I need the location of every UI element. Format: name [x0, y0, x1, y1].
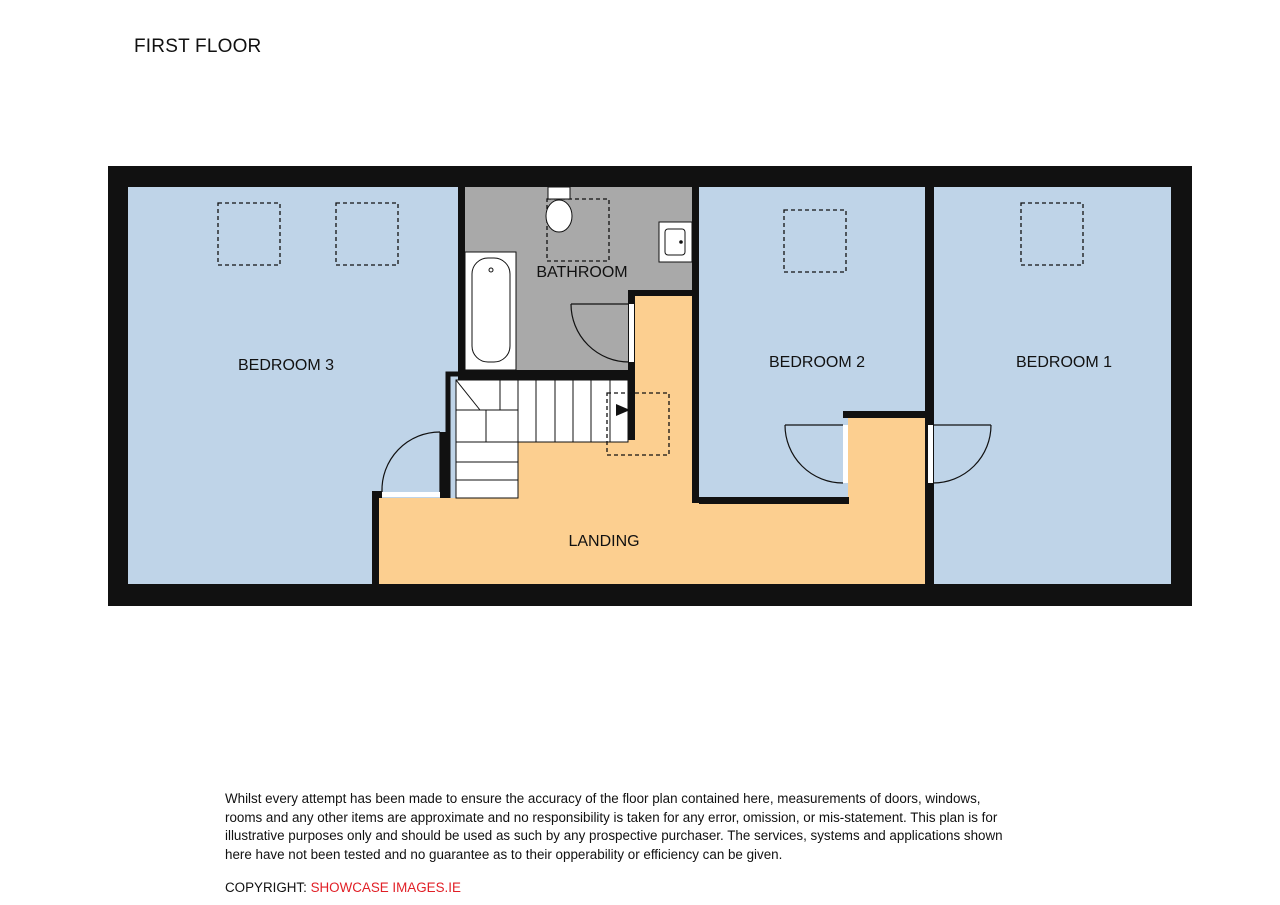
- copyright: [225, 880, 461, 895]
- door-opening: [843, 425, 848, 483]
- disclaimer-line: illustrative purposes only and should be used as such by any prospective purchaser. The services, systems and applications shown: [225, 828, 1003, 843]
- disclaimer-line: Whilst every attempt has been made to ensure the accuracy of the floor plan contained here, measurements of doors, windows,: [225, 791, 981, 806]
- disclaimer-line: here have not been tested and no guarantee as to their opperability or efficiency can be given.: [225, 846, 783, 862]
- door-opening: [382, 492, 440, 497]
- bathroom-label: BATHROOM: [536, 264, 628, 281]
- wall: [843, 411, 933, 418]
- wall: [628, 290, 692, 296]
- door-opening: [629, 304, 634, 362]
- disclaimer-line: rooms and any other items are approximate and no responsibility is taken for any error, omission, or mis-statement. This plan is for: [225, 809, 998, 825]
- wall: [440, 432, 448, 498]
- bedroom-1: [934, 187, 1171, 584]
- sink-icon: [659, 222, 692, 262]
- wall: [458, 187, 465, 374]
- bathtub-icon: [465, 252, 516, 370]
- door-opening: [928, 425, 933, 483]
- bedroom-2-label: BEDROOM 2: [768, 354, 866, 371]
- disclaimer: [225, 790, 1065, 864]
- wall: [692, 187, 699, 503]
- wall: [372, 491, 379, 584]
- landing-label: LANDING: [568, 533, 640, 550]
- bedroom-1-label: BEDROOM 1: [1015, 354, 1113, 371]
- copyright-label: COPYRIGHT:: [225, 880, 307, 895]
- toilet-icon: [546, 187, 572, 232]
- copyright-brand-link[interactable]: SHOWCASE IMAGES.IE: [310, 880, 461, 895]
- floor-title: FIRST FLOOR: [134, 36, 262, 57]
- wall: [925, 187, 934, 584]
- bedroom-3-label: BEDROOM 3: [237, 357, 335, 374]
- wall: [699, 497, 849, 504]
- wall: [372, 491, 382, 498]
